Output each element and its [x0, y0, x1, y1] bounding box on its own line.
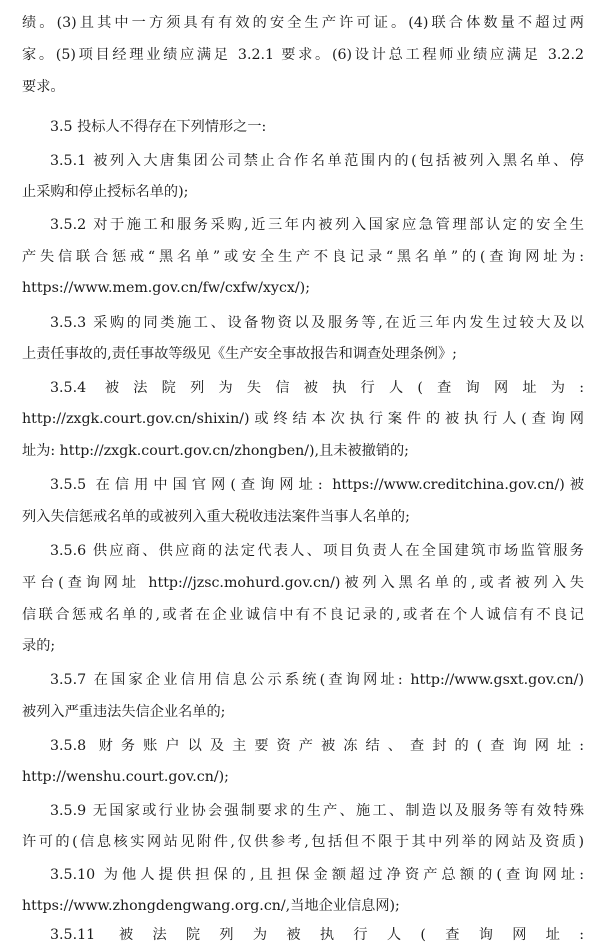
text-line: http://wenshu.court.gov.cn/);	[22, 769, 229, 785]
text-line: 上责任事故的,责任事故等级见《生产安全事故报告和调查处理条例》;	[22, 346, 457, 362]
text-line: 3.5.5 在信用中国官网(查询网址: https://www.creditchina.gov.cn/)被	[50, 477, 584, 493]
text-line: 3.5.10 为他人提供担保的,且担保金额超过净资产总额的(查询网址:	[50, 867, 584, 883]
text-line: 平台(查询网址 http://jzsc.mohurd.gov.cn/)被列入黑名单的,或者被列入失	[22, 575, 584, 591]
text-line: 址为: http://zxgk.court.gov.cn/zhongben/),且未被撤销的;	[22, 443, 409, 459]
text-line: 列入失信惩戒名单的或被列入重大税收违法案件当事人名单的;	[22, 509, 410, 525]
text-line: 3.5.1 被列入大唐集团公司禁止合作名单范围内的(包括被列入黑名单、停	[50, 153, 584, 169]
text-line: 绩。(3)且其中一方须具有有效的安全生产许可证。(4)联合体数量不超过两	[22, 15, 584, 31]
text-line: 3.5.9 无国家或行业协会强制要求的生产、施工、制造以及服务等有效特殊	[50, 803, 584, 819]
text-line: 3.5.11 被法院列为被执行人(查询网址:	[50, 927, 584, 943]
text-line: http://zxgk.court.gov.cn/shixin/)或终结本次执行案件的被执行人(查询网	[22, 411, 584, 427]
text-line: 3.5.3 采购的同类施工、设备物资以及服务等,在近三年内发生过较大及以	[50, 315, 584, 331]
text-line: https://www.mem.gov.cn/fw/cxfw/xycx/);	[22, 280, 310, 296]
text-line: 信联合惩戒名单的,或者在企业诚信中有不良记录的,或者在个人诚信有不良记	[22, 607, 584, 623]
text-line: 3.5.2 对于施工和服务采购,近三年内被列入国家应急管理部认定的安全生	[50, 217, 584, 233]
text-line: https://www.zhongdengwang.org.cn/,当地企业信息网);	[22, 898, 400, 914]
text-line: 3.5.8 财务账户以及主要资产被冻结、查封的(查询网址:	[50, 738, 584, 754]
text-line: 许可的(信息核实网站见附件,仅供参考,包括但不限于其中列举的网站及资质)	[22, 834, 584, 850]
text-line: 止采购和停止授标名单的);	[22, 184, 189, 200]
text-line: 被列入严重违法失信企业名单的;	[22, 704, 226, 720]
section-heading: 3.5 投标人不得存在下列情形之一:	[50, 119, 267, 135]
text-line: 录的;	[22, 638, 56, 654]
text-line: 产失信联合惩戒“黑名单”或安全生产不良记录“黑名单”的(查询网址为:	[22, 249, 584, 265]
text-line: 3.5.6 供应商、供应商的法定代表人、项目负责人在全国建筑市场监管服务	[50, 543, 584, 559]
text-line: 3.5.4 被法院列为失信被执行人(查询网址为:	[50, 380, 584, 396]
text-line: 家。(5)项目经理业绩应满足 3.2.1 要求。(6)设计总工程师业绩应满足 3.2.2	[22, 47, 584, 63]
text-line: 要求。	[22, 79, 65, 95]
text-line: 3.5.7 在国家企业信用信息公示系统(查询网址: http://www.gsxt.gov.cn/)	[50, 672, 584, 688]
